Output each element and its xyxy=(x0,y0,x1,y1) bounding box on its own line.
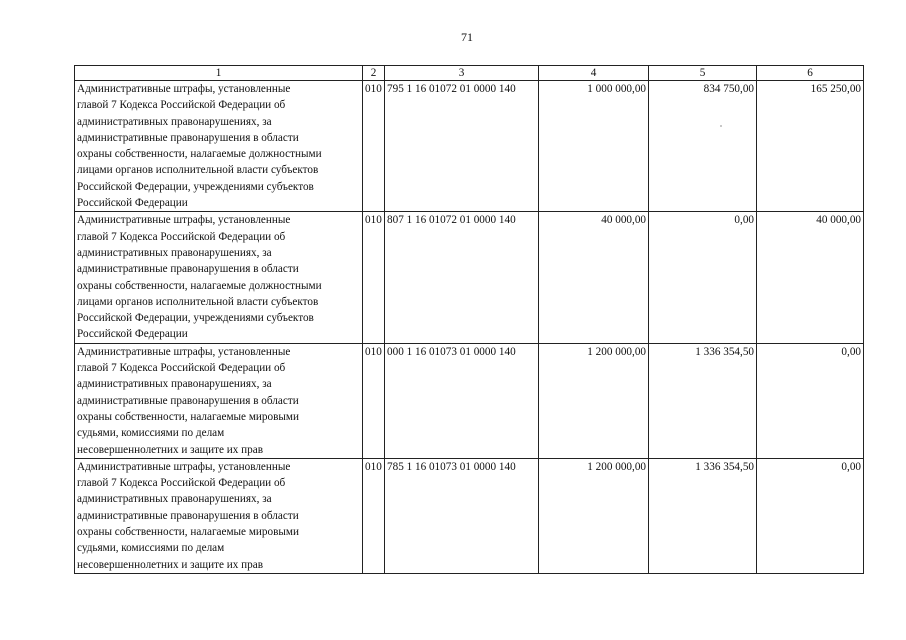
table-row xyxy=(75,81,864,212)
amount-col6-cell: 40 000,00 xyxy=(757,212,864,343)
table-row xyxy=(75,458,864,573)
name-line: административные правонарушения в области xyxy=(77,394,299,407)
amount-col5-cell: 1 336 354,50 xyxy=(649,343,757,458)
kbk-code-cell: 000 1 16 01073 01 0000 140 xyxy=(385,343,539,458)
kbk-code-cell: 807 1 16 01072 01 0000 140 xyxy=(385,212,539,343)
row-name-cell xyxy=(75,343,363,458)
header-cell-1: 1 xyxy=(75,66,363,81)
name-line: Административные штрафы, установленные xyxy=(77,214,291,227)
header-cell-5: 5 xyxy=(649,66,757,81)
amount-col6-cell: 165 250,00 xyxy=(757,81,864,212)
line-code-cell: 010 xyxy=(363,343,385,458)
report-table xyxy=(74,65,864,574)
page-number: 71 xyxy=(461,30,473,44)
name-line: Российской Федерации, учреждениями субъектов xyxy=(77,312,314,325)
amount-col6-cell: 0,00 xyxy=(757,458,864,573)
name-line: Административные штрафы, установленные xyxy=(77,345,291,358)
name-line: лицами органов исполнительной власти субъектов xyxy=(77,164,319,177)
name-line: главой 7 Кодекса Российской Федерации об xyxy=(77,362,286,375)
name-line: судьями, комиссиями по делам xyxy=(77,427,225,440)
header-cell-6: 6 xyxy=(757,66,864,81)
amount-col5-cell: 834 750,00 xyxy=(649,81,757,212)
name-line: охраны собственности, налагаемые должностными xyxy=(77,279,322,292)
name-line: главой 7 Кодекса Российской Федерации об xyxy=(77,477,286,490)
name-line: административных правонарушениях, за xyxy=(77,493,272,506)
table-row xyxy=(75,212,864,343)
line-code-cell: 010 xyxy=(363,458,385,573)
name-line: административных правонарушениях, за xyxy=(77,246,272,259)
table-row xyxy=(75,343,864,458)
name-line: административные правонарушения в области xyxy=(77,131,299,144)
line-code-cell: 010 xyxy=(363,212,385,343)
amount-col5-cell: 0,00 xyxy=(649,212,757,343)
scan-speck xyxy=(720,125,722,127)
header-cell-2: 2 xyxy=(363,66,385,81)
amount-col4-cell: 1 200 000,00 xyxy=(539,343,649,458)
name-line: главой 7 Кодекса Российской Федерации об xyxy=(77,99,286,112)
row-name-cell xyxy=(75,81,363,212)
amount-col4-cell: 1 000 000,00 xyxy=(539,81,649,212)
name-line: охраны собственности, налагаемые мировыми xyxy=(77,526,299,539)
line-code-cell: 010 xyxy=(363,81,385,212)
amount-col4-cell: 1 200 000,00 xyxy=(539,458,649,573)
name-line: административных правонарушениях, за xyxy=(77,115,272,128)
row-name-cell xyxy=(75,458,363,573)
amount-col5-cell: 1 336 354,50 xyxy=(649,458,757,573)
name-line: несовершеннолетних и защите их прав xyxy=(77,558,263,571)
name-line: административных правонарушениях, за xyxy=(77,378,272,391)
amount-col6-cell: 0,00 xyxy=(757,343,864,458)
row-name-cell xyxy=(75,212,363,343)
name-line: административные правонарушения в области xyxy=(77,509,299,522)
amount-col4-cell: 40 000,00 xyxy=(539,212,649,343)
name-line: судьями, комиссиями по делам xyxy=(77,542,225,555)
name-line: охраны собственности, налагаемые мировыми xyxy=(77,410,299,423)
name-line: лицами органов исполнительной власти субъектов xyxy=(77,295,319,308)
name-line: Административные штрафы, установленные xyxy=(77,460,291,473)
name-line: Российской Федерации xyxy=(77,197,188,210)
kbk-code-cell: 795 1 16 01072 01 0000 140 xyxy=(385,81,539,212)
name-line: Административные штрафы, установленные xyxy=(77,83,291,95)
name-line: главой 7 Кодекса Российской Федерации об xyxy=(77,230,286,243)
name-line: Российской Федерации, учреждениями субъектов xyxy=(77,180,314,193)
name-line: охраны собственности, налагаемые должностными xyxy=(77,148,322,161)
name-line: административные правонарушения в области xyxy=(77,263,299,276)
name-line: Российской Федерации xyxy=(77,328,188,341)
header-cell-4: 4 xyxy=(539,66,649,81)
kbk-code-cell: 785 1 16 01073 01 0000 140 xyxy=(385,458,539,573)
table-header-row xyxy=(75,66,864,81)
header-cell-3: 3 xyxy=(385,66,539,81)
name-line: несовершеннолетних и защите их прав xyxy=(77,443,263,456)
